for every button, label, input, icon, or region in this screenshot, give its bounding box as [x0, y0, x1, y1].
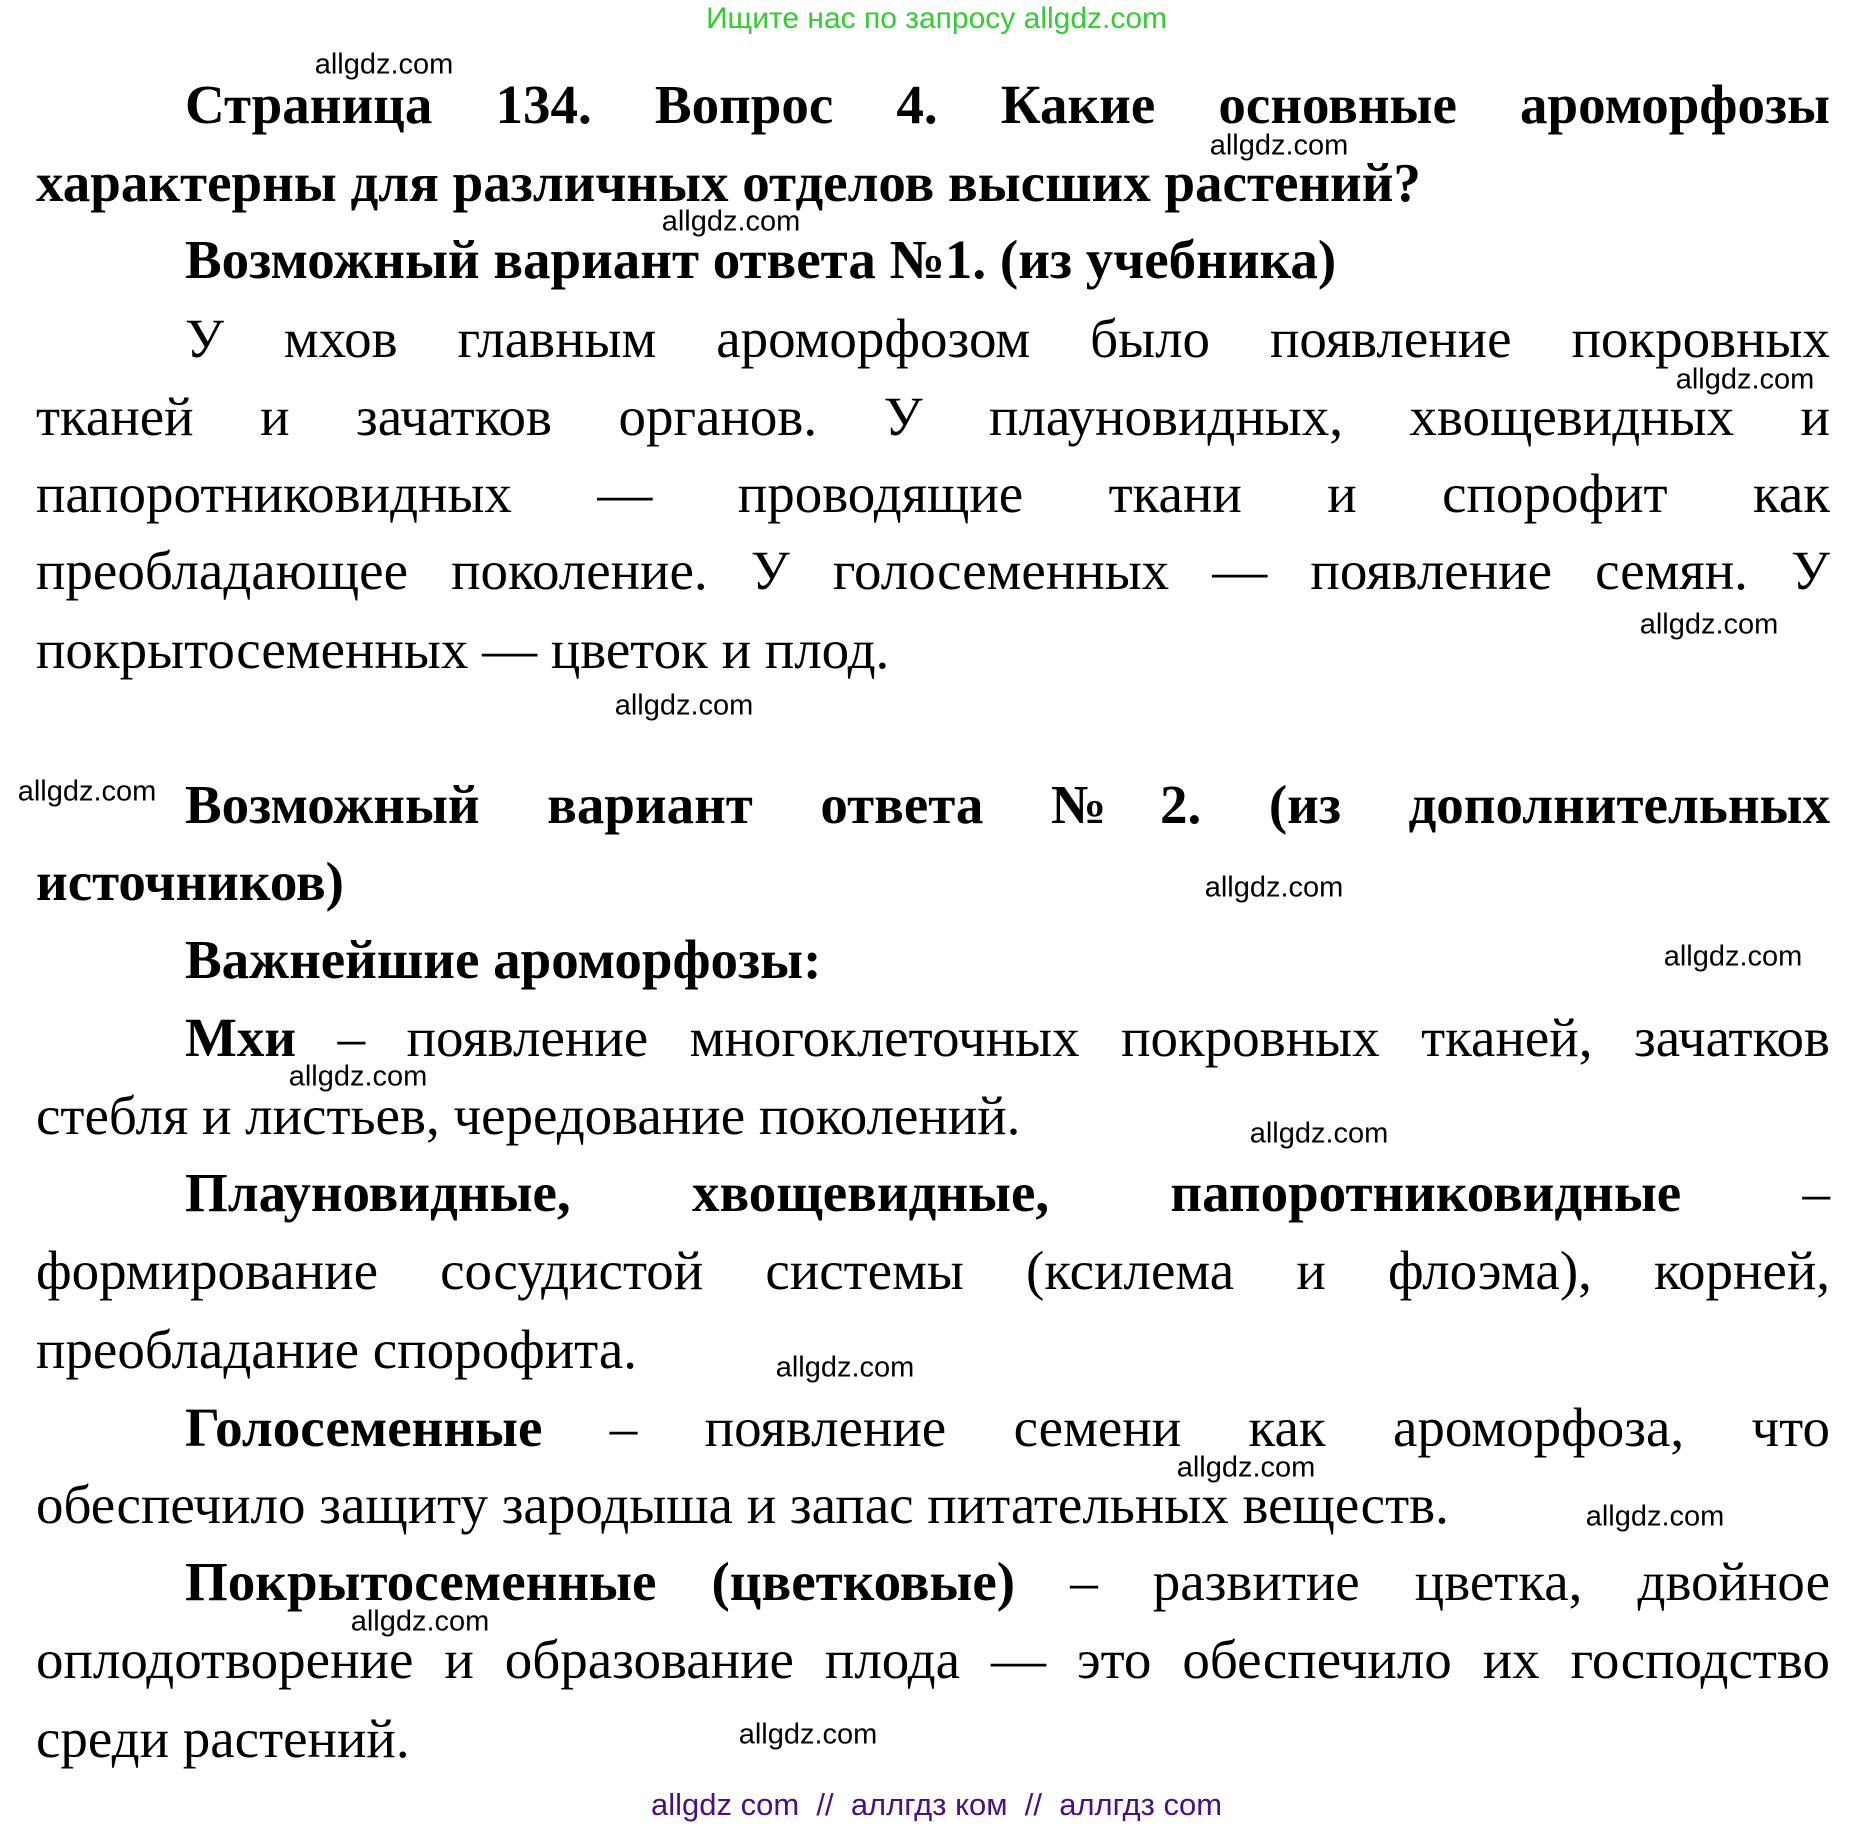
watermark: allgdz.com [1204, 871, 1344, 904]
watermark: allgdz.com [614, 689, 754, 722]
item-gymnosperms [185, 1389, 1830, 1467]
item-line: стебля и листьев, чередование поколений. [36, 1085, 1021, 1146]
answer1-line: преобладающее поколение. У голосеменных — появление семян. У [36, 540, 1830, 601]
watermark: allgdz.com [1249, 1117, 1389, 1150]
item-text: – развитие цветка, двойное [1015, 1551, 1830, 1612]
item-line: среди растений. [36, 1708, 410, 1769]
item-term: Голосеменные [185, 1397, 543, 1458]
item-text: – [1681, 1162, 1830, 1223]
item-line: оплодотворение и образование плода — это обеспечило их господство [36, 1629, 1830, 1690]
watermark: allgdz.com [1585, 1500, 1725, 1533]
item-text: – появление многоклеточных покровных тканей, зачатков [296, 1007, 1830, 1068]
answer1-line: папоротниковидных — проводящие ткани и спорофит как [36, 463, 1830, 524]
item-line: обеспечило защиту зародыша и запас питательных веществ. [36, 1474, 1449, 1535]
answer2-subheading: Важнейшие ароморфозы: [185, 929, 822, 990]
item-text: – появление семени как ароморфоза, что [542, 1397, 1830, 1458]
watermark: allgdz.com [1663, 940, 1803, 973]
item-term: Плауновидные, хвощевидные, папоротниковидные [185, 1162, 1682, 1223]
watermark: allgdz.com [17, 775, 157, 808]
item-term: Мхи [185, 1007, 297, 1068]
footer-links: allgdz com // аллгдз ком // аллгдз com [650, 1787, 1223, 1822]
watermark: allgdz.com [350, 1605, 490, 1638]
answer2-heading: Возможный вариант ответа №2. (из дополнительных [185, 774, 1830, 835]
watermark: allgdz.com [1209, 129, 1349, 162]
item-term: Покрытосеменные (цветковые) [185, 1551, 1016, 1612]
question-title-line: Страница 134. Вопрос 4. Какие основные ароморфозы [185, 74, 1830, 135]
watermark: allgdz.com [314, 48, 454, 81]
watermark: allgdz.com [661, 205, 801, 238]
search-banner: Ищите нас по запросу allgdz.com [705, 2, 1168, 35]
answer1-line: У мхов главным ароморфозом было появление покровных [185, 308, 1830, 369]
item-mosses [185, 999, 1830, 1077]
item-line: преобладание спорофита. [36, 1319, 638, 1380]
answer1-line: покрытосеменных — цветок и плод. [36, 619, 890, 680]
watermark: allgdz.com [738, 1718, 878, 1751]
watermark: allgdz.com [1639, 608, 1779, 641]
item-line: формирование сосудистой системы (ксилема и флоэма), корней, [36, 1240, 1830, 1301]
answer2-heading: источников) [36, 851, 344, 912]
question-title-line: характерны для различных отделов высших растений? [36, 152, 1421, 213]
watermark: allgdz.com [288, 1060, 428, 1093]
watermark: allgdz.com [1675, 363, 1815, 396]
item-ferns [185, 1154, 1830, 1232]
watermark: allgdz.com [1176, 1451, 1316, 1484]
answer1-heading: Возможный вариант ответа №1. (из учебника) [185, 229, 1337, 290]
answer1-line: тканей и зачатков органов. У плауновидных, хвощевидных и [36, 386, 1830, 447]
watermark: allgdz.com [775, 1351, 915, 1384]
